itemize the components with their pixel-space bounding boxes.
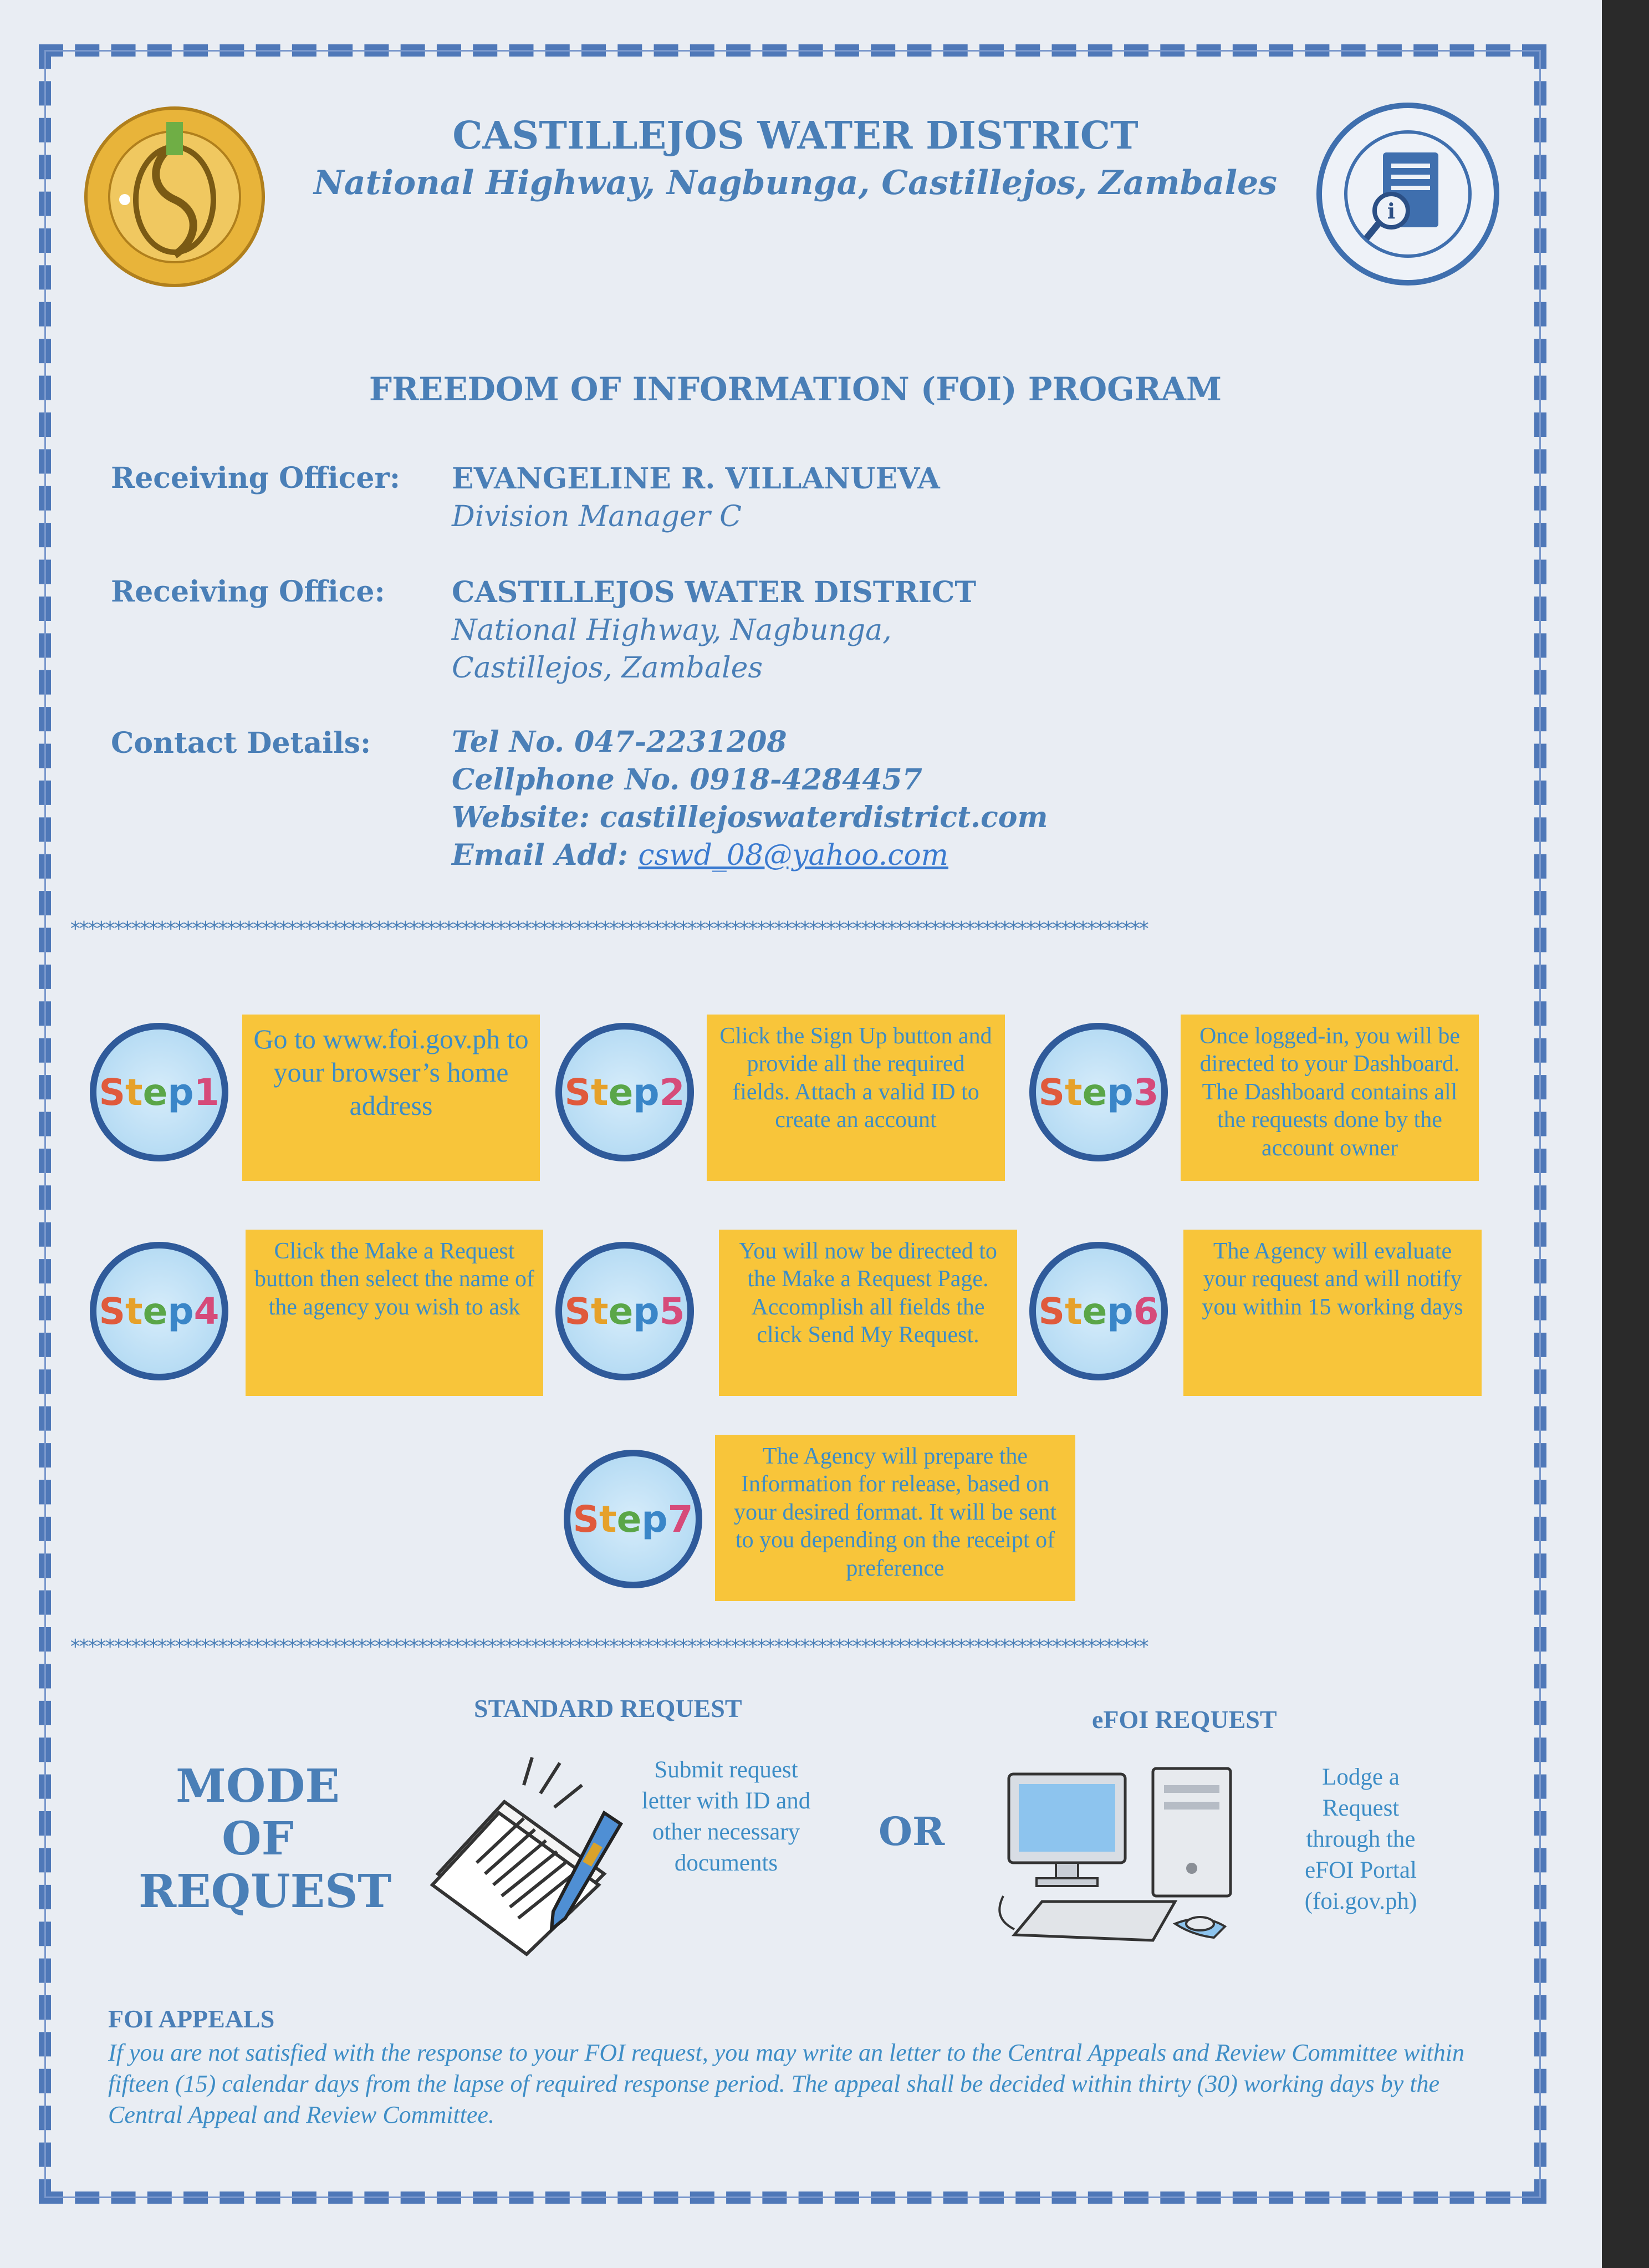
computer-icon	[992, 1763, 1280, 1963]
mode-line-1: MODE	[176, 1760, 340, 1813]
foi-appeals-text: If you are not satisfied with the response to your FOI request, you may write an letter to the Central Appeals and Review Committee within fifteen (15) calendar days from the lapse of required response period. The appeal shall be decided within thirty (30) working days by the Central Appeal and Review Committee.	[108, 2039, 1464, 2128]
scan-edge	[1602, 0, 1649, 2268]
contact-email-label: Email Add:	[452, 838, 639, 872]
receiving-officer-block	[452, 460, 940, 536]
receiving-office-line1: National Highway, Nagbunga,	[452, 614, 892, 647]
water-district-seal-icon	[83, 105, 266, 288]
step-3-badge: S t e p 3	[1029, 1023, 1168, 1161]
letter-and-pen-icon	[421, 1746, 626, 1957]
mode-line-2: OF	[222, 1812, 294, 1866]
org-name-heading: CASTILLEJOS WATER DISTRICT	[452, 114, 1139, 158]
program-title: FREEDOM OF INFORMATION (FOI) PROGRAM	[369, 370, 1222, 408]
standard-text-line-3: other necessary	[652, 1819, 800, 1845]
contact-details-block	[452, 723, 1048, 874]
receiving-office-block	[452, 574, 976, 687]
org-address: National Highway, Nagbunga, Castillejos, Zambales	[313, 164, 1278, 202]
contact-cell: Cellphone No. 0918-4284457	[452, 763, 922, 797]
foi-appeals-heading: FOI APPEALS	[108, 2005, 275, 2033]
separator-top: ****************************************************************************************************************************	[69, 918, 1147, 940]
receiving-officer-position: Division Manager C	[452, 500, 742, 533]
step-5-text: You will now be directed to the Make a Request Page. Accomplish all fields the click Send My Request.	[719, 1230, 1017, 1396]
efoi-request-title: eFOI REQUEST	[1092, 1705, 1277, 1734]
step-1-text: Go to www.foi.gov.ph to your browser’s home address	[242, 1015, 540, 1181]
step-7-text: The Agency will prepare the Information for release, based on your desired format. It will be sent to you depending on the receipt of preference	[715, 1435, 1075, 1601]
efoi-text-line-1: Lodge a	[1322, 1764, 1400, 1790]
efoi-request-text	[1275, 1762, 1447, 1917]
or-separator: OR	[879, 1808, 945, 1854]
step-4-badge: S t e p 4	[90, 1242, 228, 1380]
standard-text-line-1: Submit request	[654, 1757, 798, 1783]
contact-details-label: Contact Details:	[111, 726, 371, 760]
step-4-text: Click the Make a Request button then select the name of the agency you wish to ask	[246, 1230, 543, 1396]
standard-text-line-4: documents	[674, 1850, 778, 1876]
standard-text-line-2: letter with ID and	[641, 1788, 811, 1814]
step-5-badge: S t e p 5	[555, 1242, 694, 1380]
step-2-text: Click the Sign Up button and provide all the required fields. Attach a valid ID to create an account	[707, 1015, 1005, 1181]
step-2-badge: S t e p 2	[555, 1023, 694, 1161]
receiving-officer-name: EVANGELINE R. VILLANUEVA	[452, 462, 940, 496]
contact-tel: Tel No. 047-2231208	[452, 725, 787, 759]
contact-website: Website: castillejoswaterdistrict.com	[452, 801, 1048, 834]
receiving-office-label: Receiving Office:	[111, 575, 385, 609]
mode-of-request-heading	[139, 1760, 392, 1918]
svg-text:i: i	[1387, 198, 1396, 223]
standard-request-text	[615, 1755, 837, 1879]
step-7-badge: S t e p 7	[564, 1450, 702, 1588]
step-6-badge: S t e p 6	[1029, 1242, 1168, 1380]
efoi-text-line-4: eFOI Portal	[1305, 1857, 1417, 1883]
separator-bottom: ****************************************************************************************************************************	[69, 1635, 1147, 1658]
receiving-officer-label: Receiving Officer:	[111, 461, 401, 495]
foi-philippines-seal-icon	[1314, 100, 1502, 288]
contact-email-link[interactable]: cswd_08@yahoo.com	[638, 839, 948, 872]
efoi-text-line-2: Request	[1322, 1795, 1400, 1821]
standard-request-title: STANDARD REQUEST	[474, 1694, 742, 1722]
step-3-text: Once logged-in, you will be directed to your Dashboard. The Dashboard contains all the requests done by the account owner	[1181, 1015, 1479, 1181]
step-1-badge: S t e p 1	[90, 1023, 228, 1161]
step-6-text: The Agency will evaluate your request and will notify you within 15 working days	[1183, 1230, 1482, 1396]
mode-line-3: REQUEST	[139, 1865, 392, 1918]
efoi-text-line-5: (foi.gov.ph)	[1304, 1888, 1417, 1914]
receiving-office-name: CASTILLEJOS WATER DISTRICT	[452, 575, 977, 609]
efoi-text-line-3: through the	[1306, 1826, 1416, 1852]
receiving-office-line2: Castillejos, Zambales	[452, 651, 763, 685]
